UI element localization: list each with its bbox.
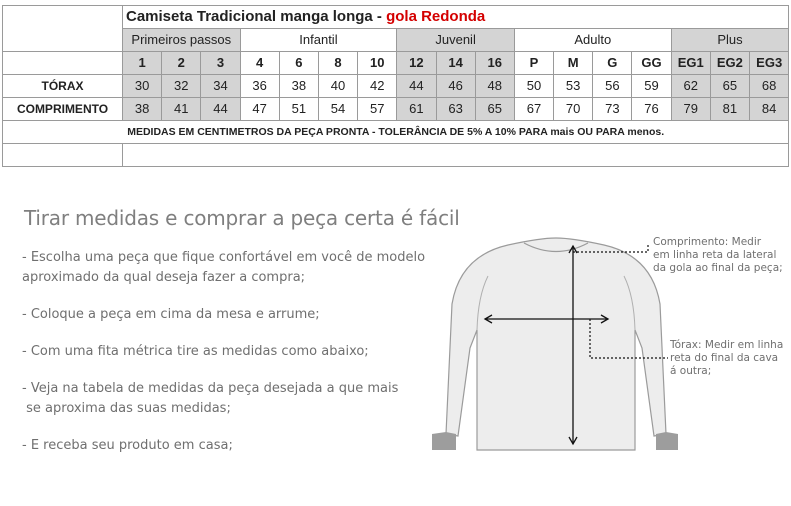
- annotation-line: Tórax: Medir em linha: [670, 339, 784, 351]
- size-cell: 1: [123, 52, 162, 75]
- value-cell: 68: [750, 75, 789, 98]
- size-cell: EG2: [710, 52, 749, 75]
- value-cell: 41: [162, 98, 201, 121]
- blank-cell: [123, 144, 789, 167]
- value-cell: 42: [358, 75, 397, 98]
- value-cell: 65: [710, 75, 749, 98]
- value-cell: 65: [475, 98, 514, 121]
- value-cell: 30: [123, 75, 162, 98]
- value-cell: 67: [514, 98, 553, 121]
- annotation-line: em linha reta da lateral: [653, 249, 777, 261]
- value-cell: 47: [240, 98, 279, 121]
- value-cell: 48: [475, 75, 514, 98]
- long-sleeve-shirt-diagram: [430, 226, 680, 456]
- instruction-step: [22, 436, 432, 456]
- instruction-list: [22, 248, 432, 473]
- table-title: Camiseta Tradicional manga longa - gola Redonda: [123, 6, 789, 29]
- value-cell: 73: [593, 98, 632, 121]
- instruction-line: aproximado da qual deseja fazer a compra;: [22, 270, 306, 285]
- value-cell: 36: [240, 75, 279, 98]
- instruction-line: - E receba seu produto em casa;: [22, 438, 233, 453]
- value-cell: 70: [554, 98, 593, 121]
- value-cell: 51: [279, 98, 318, 121]
- value-cell: 38: [279, 75, 318, 98]
- comprimento-row: [3, 98, 789, 121]
- size-cell: 14: [436, 52, 475, 75]
- chest-annotation: [670, 339, 783, 378]
- annotation-line: da gola ao final da peça;: [653, 262, 783, 274]
- value-cell: 32: [162, 75, 201, 98]
- group-primeiros-passos: Primeiros passos: [123, 29, 241, 52]
- size-cell: 6: [279, 52, 318, 75]
- group-infantil: Infantil: [240, 29, 397, 52]
- annotation-line: reta do final da cava: [670, 352, 779, 364]
- instruction-step: [22, 342, 432, 362]
- instruction-line: - Com uma fita métrica tire as medidas como abaixo;: [22, 344, 369, 359]
- size-cell: 16: [475, 52, 514, 75]
- size-cell: 2: [162, 52, 201, 75]
- size-cell: 4: [240, 52, 279, 75]
- size-cell: GG: [632, 52, 671, 75]
- corner-cell: [3, 6, 123, 52]
- instruction-line: se aproxima das suas medidas;: [22, 401, 231, 416]
- value-cell: 46: [436, 75, 475, 98]
- instruction-step: [22, 305, 432, 325]
- row-label-torax: TÓRAX: [3, 75, 123, 98]
- size-cell: P: [514, 52, 553, 75]
- value-cell: 44: [201, 98, 240, 121]
- value-cell: 56: [593, 75, 632, 98]
- blank-cell: [3, 144, 123, 167]
- instruction-line: - Escolha uma peça que fique confortável em você de modelo: [22, 250, 426, 265]
- value-cell: 50: [514, 75, 553, 98]
- guide-heading: Tirar medidas e comprar a peça certa é fácil: [24, 206, 460, 230]
- size-cell: EG1: [671, 52, 710, 75]
- instruction-line: - Veja na tabela de medidas da peça desejada a que mais: [22, 381, 399, 396]
- size-cell: 8: [318, 52, 357, 75]
- size-header-row: [3, 52, 789, 75]
- annotation-line: Comprimento: Medir: [653, 236, 762, 248]
- left-cuff: [432, 432, 456, 450]
- instruction-line: - Coloque a peça em cima da mesa e arrume;: [22, 307, 320, 322]
- shirt-body: [446, 238, 666, 450]
- value-cell: 54: [318, 98, 357, 121]
- value-cell: 59: [632, 75, 671, 98]
- size-cell: 3: [201, 52, 240, 75]
- size-cell: 12: [397, 52, 436, 75]
- value-cell: 40: [318, 75, 357, 98]
- value-cell: 53: [554, 75, 593, 98]
- group-adulto: Adulto: [514, 29, 671, 52]
- row-label-comprimento: COMPRIMENTO: [3, 98, 123, 121]
- value-cell: 62: [671, 75, 710, 98]
- blank-row: [3, 144, 789, 167]
- value-cell: 38: [123, 98, 162, 121]
- group-plus: Plus: [671, 29, 789, 52]
- torax-row: [3, 75, 789, 98]
- value-cell: 44: [397, 75, 436, 98]
- value-cell: 61: [397, 98, 436, 121]
- group-juvenil: Juvenil: [397, 29, 515, 52]
- title-row: [3, 6, 789, 29]
- size-cell: EG3: [750, 52, 789, 75]
- size-cell: 10: [358, 52, 397, 75]
- tolerance-note: MEDIDAS EM CENTIMETROS DA PEÇA PRONTA - TOLERÂNCIA DE 5% A 10% PARA mais OU PARA menos.: [3, 121, 789, 144]
- instruction-step: [22, 379, 432, 419]
- value-cell: 34: [201, 75, 240, 98]
- annotation-line: á outra;: [670, 365, 712, 377]
- instruction-step: [22, 248, 432, 288]
- value-cell: 57: [358, 98, 397, 121]
- length-annotation: [653, 236, 783, 275]
- value-cell: 81: [710, 98, 749, 121]
- empty-label-cell: [3, 52, 123, 75]
- value-cell: 63: [436, 98, 475, 121]
- right-cuff: [656, 432, 678, 450]
- value-cell: 76: [632, 98, 671, 121]
- size-cell: G: [593, 52, 632, 75]
- value-cell: 84: [750, 98, 789, 121]
- value-cell: 79: [671, 98, 710, 121]
- size-cell: M: [554, 52, 593, 75]
- note-row: [3, 121, 789, 144]
- size-table: [2, 5, 789, 167]
